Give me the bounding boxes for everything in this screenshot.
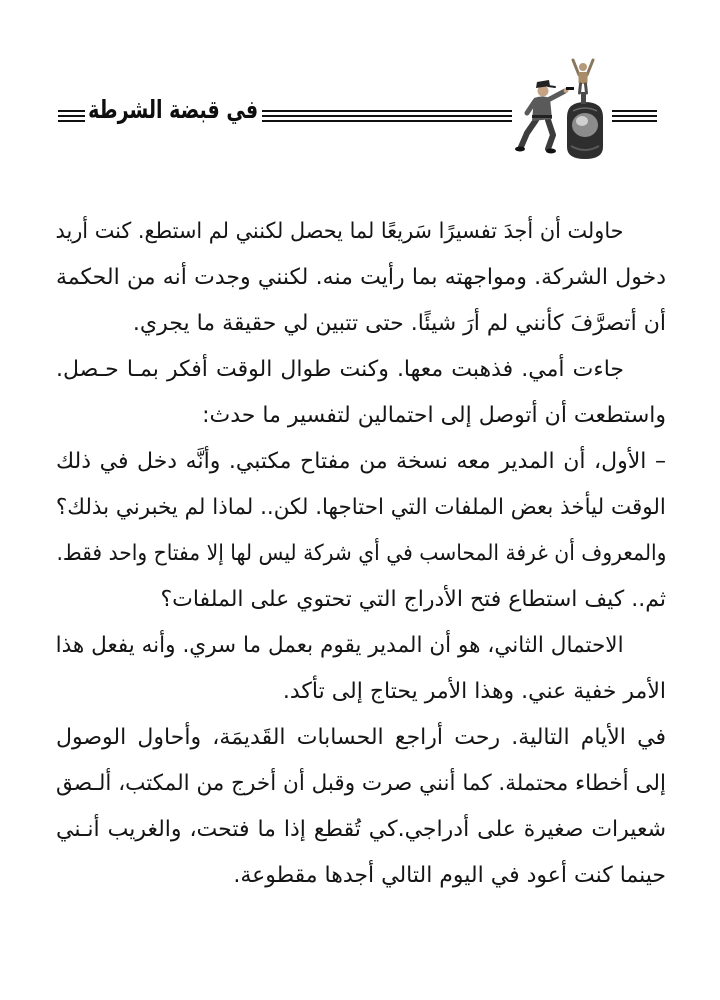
text-line xyxy=(56,485,666,531)
paragraph xyxy=(56,623,666,715)
line-text: جاءت أمي. فذهبت معها. وكنت طوال الوقت أفكر بمـا حـصل. xyxy=(56,357,624,382)
line-text: والمعروف أن غرفة المحاسب في أي شركة ليس لها إلا مفتاح واحد فقط. xyxy=(56,541,666,566)
line-text: إلى أخطاء محتملة. كما أنني صرت وقبل أن أخرج من المكتب، ألـصق xyxy=(56,771,666,796)
chapter-title xyxy=(88,92,258,128)
line-text: حاولت أن أجدَ تفسيرًا سَريعًا لما يحصل لكنني لم استطع. كنت أريد xyxy=(56,219,624,244)
text-line xyxy=(56,577,666,623)
line-text: حينما كنت أعود في اليوم التالي أجدها مقطوعة. xyxy=(233,863,666,888)
line-text: – الأول، أن المدير معه نسخة من مفتاح مكتبي. وأنَّه دخل في ذلك xyxy=(56,449,666,474)
rule-line xyxy=(262,110,512,112)
text-line xyxy=(56,301,666,347)
line-text: أن أتصرَّفَ كأنني لم أرَ شيئًا. حتى تتبين لي حقيقة ما يجري. xyxy=(132,311,666,336)
rule-line xyxy=(612,120,657,122)
police-officer-icon xyxy=(515,80,574,154)
text-line xyxy=(56,209,666,255)
rule-line xyxy=(58,120,85,122)
text-line xyxy=(56,393,666,439)
line-text: شعيرات صغيرة على أدراجي.كي تُقطع إذا ما فتحت، والغريب أنـني xyxy=(56,817,666,842)
header-rule-left xyxy=(58,110,85,122)
chapter-title-text: في قبضة الشرطة xyxy=(88,95,258,124)
line-text: ثم.. كيف استطاع فتح الأدراج التي تحتوي على الملفات؟ xyxy=(160,587,666,612)
paragraph xyxy=(56,439,666,623)
line-text: في الأيام التالية. رحت أراجع الحسابات القَديمَة، وأحاول الوصول xyxy=(56,725,666,750)
chapter-body xyxy=(56,209,666,899)
paragraph xyxy=(56,209,666,347)
text-line xyxy=(56,347,666,393)
rule-line xyxy=(58,110,85,112)
text-line xyxy=(56,669,666,715)
text-line xyxy=(56,715,666,761)
surrendering-figure-icon xyxy=(573,60,593,93)
header-rule-long xyxy=(262,110,512,122)
text-line xyxy=(56,531,666,577)
line-text: دخول الشركة. ومواجهته بما رأيت منه. لكنني وجدت أنه من الحكمة xyxy=(56,265,666,290)
text-line xyxy=(56,807,666,853)
police-arrest-illustration-icon xyxy=(515,55,610,160)
line-text: الأمر خفية عني. وهذا الأمر يحتاج إلى تأكد. xyxy=(282,679,666,704)
rule-line xyxy=(262,115,512,117)
rule-line xyxy=(612,110,657,112)
rule-line xyxy=(262,120,512,122)
line-text: الاحتمال الثاني، هو أن المدير يقوم بعمل ما سري. وأنه يفعل هذا xyxy=(56,633,624,658)
text-line xyxy=(56,853,666,899)
text-line xyxy=(56,439,666,485)
header-rule-right xyxy=(612,110,657,122)
rule-line xyxy=(612,115,657,117)
capsule-pedestal-icon xyxy=(567,102,603,159)
paragraph xyxy=(56,715,666,899)
line-text: واستطعت أن أتوصل إلى احتمالين لتفسير ما حدث: xyxy=(202,403,666,428)
text-line xyxy=(56,255,666,301)
line-text: الوقت ليأخذ بعض الملفات التي احتاجها. لكن.. لماذا لم يخبرني بذلك؟ xyxy=(56,495,666,520)
text-line xyxy=(56,761,666,807)
paragraph xyxy=(56,347,666,439)
text-line xyxy=(56,623,666,669)
rule-line xyxy=(58,115,85,117)
